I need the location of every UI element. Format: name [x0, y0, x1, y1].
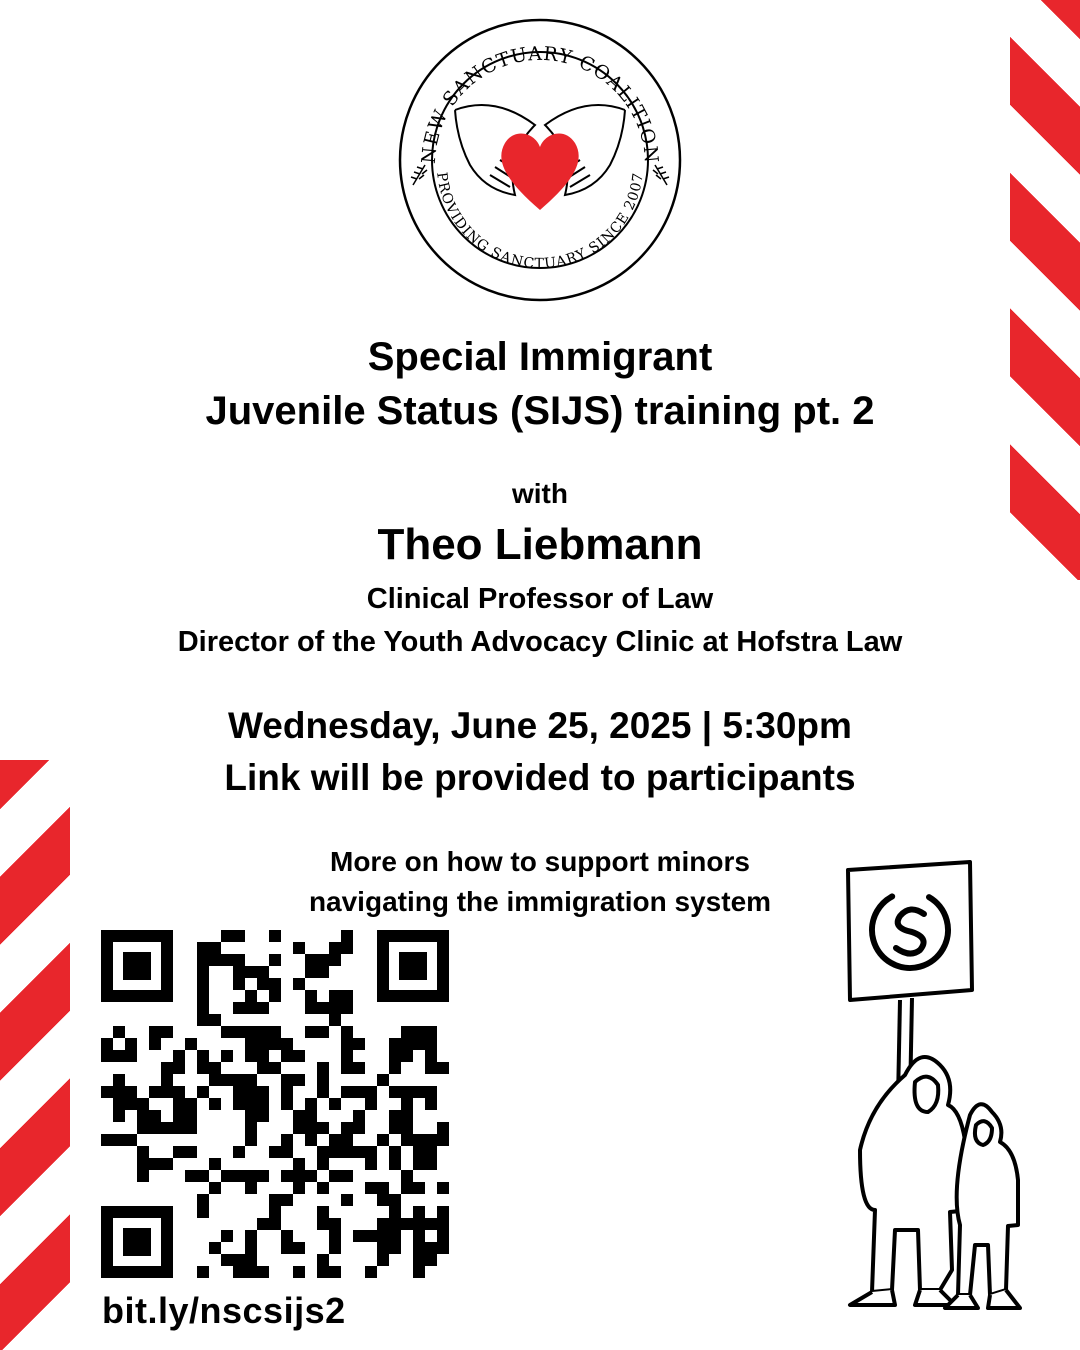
- speaker-roles: [0, 578, 1080, 664]
- new-sanctuary-coalition-logo: [395, 15, 685, 305]
- with-label: with: [512, 478, 568, 509]
- event-title-line1: Special Immigrant: [367, 335, 713, 379]
- event-title-line2: Juvenile Status (SIJS) training pt. 2: [205, 389, 875, 433]
- qr-code-icon[interactable]: [101, 930, 449, 1278]
- speaker-name: Theo Liebmann: [377, 520, 703, 569]
- more-info-line1: More on how to support minors: [330, 846, 750, 877]
- svg-text:PROVIDING SANCTUARY SINCE 2007: PROVIDING SANCTUARY SINCE 2007: [433, 171, 647, 273]
- svg-text:NEW SANCTUARY COALITION: NEW SANCTUARY COALITION: [417, 42, 663, 165]
- speaker-role-2: Director of the Youth Advocacy Clinic at Hofstra Law: [177, 626, 903, 658]
- event-link-note: Link will be provided to participants: [224, 757, 856, 798]
- event-details: [0, 700, 1080, 804]
- more-info-line2: navigating the immigration system: [308, 886, 772, 917]
- event-datetime: Wednesday, June 25, 2025 | 5:30pm: [228, 705, 852, 746]
- event-title: [0, 330, 1080, 438]
- speaker-role-1: Clinical Professor of Law: [366, 583, 714, 615]
- protesters-with-sign-icon: [820, 850, 1050, 1340]
- short-url-link[interactable]: bit.ly/nscsijs2: [102, 1290, 346, 1331]
